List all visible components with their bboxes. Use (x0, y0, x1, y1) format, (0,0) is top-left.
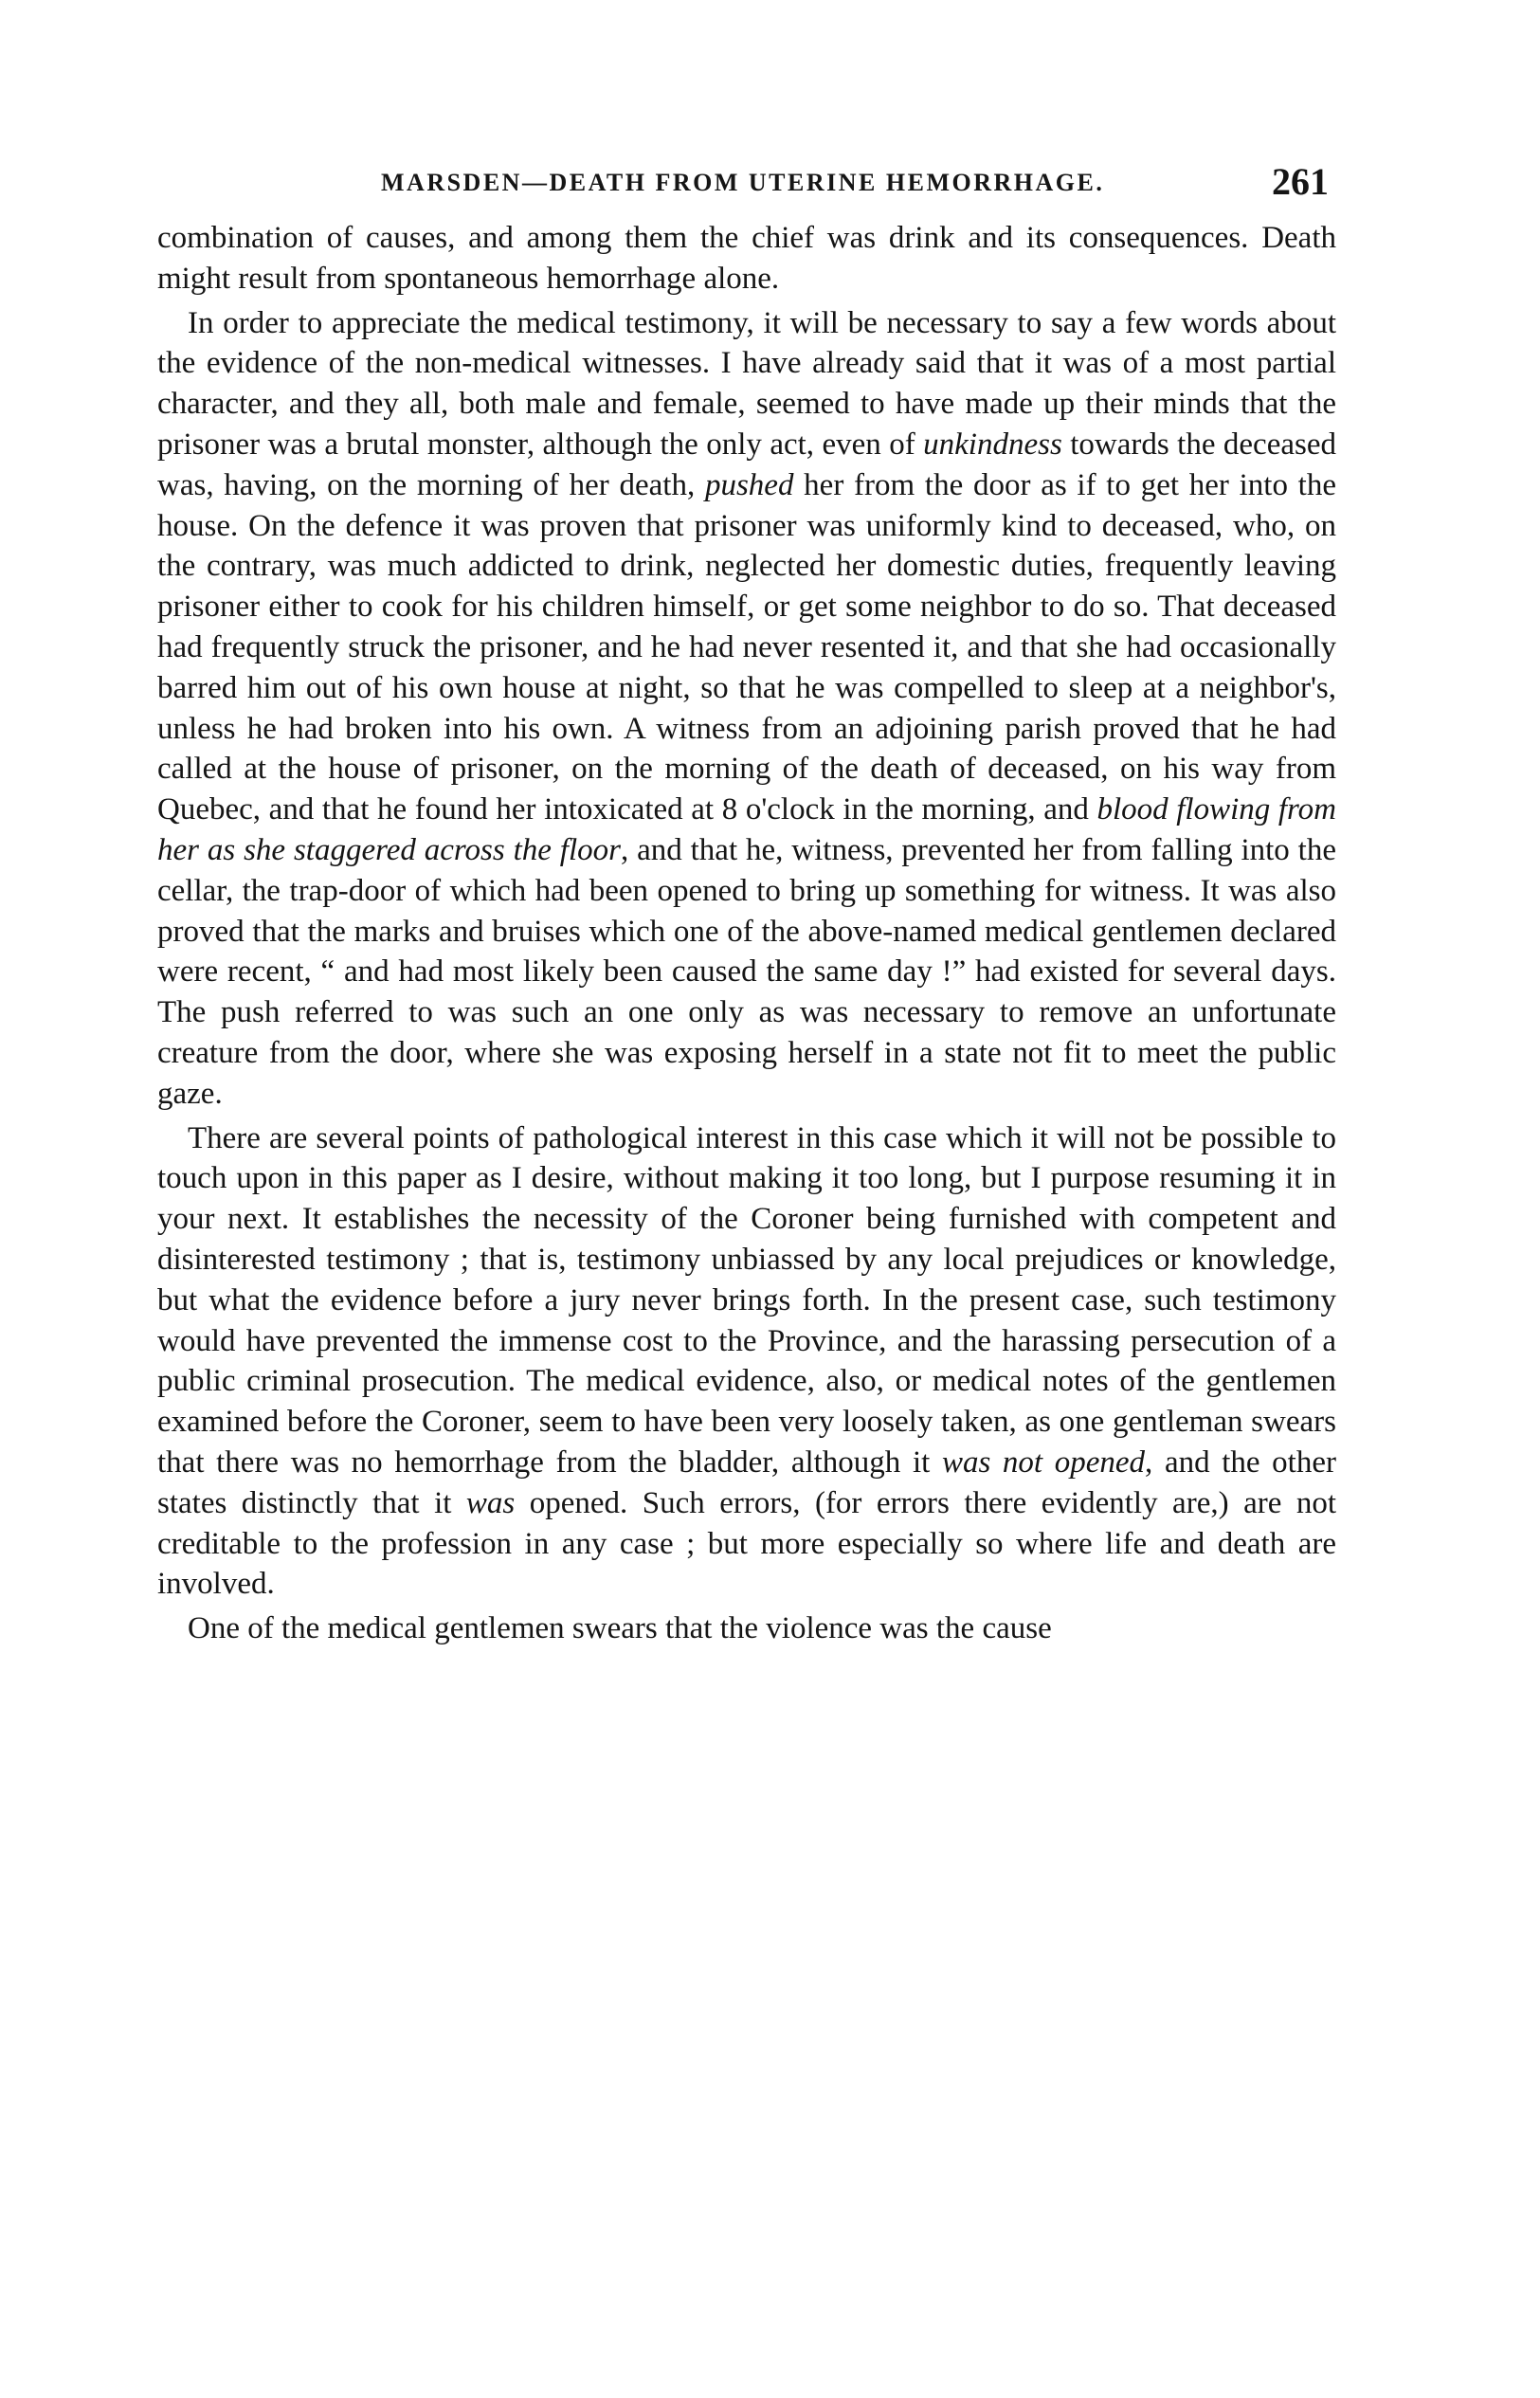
text-segment: towards the deceased was, having, on the morning of her death, (157, 427, 1336, 502)
text-segment: , and that he, witness, prevented her from falling into the cellar, the trap-door of which had been opened to bring up something for witness. It was also proved that the marks and bruises which one of the above-named medical gentlemen declared were recent, “ and had most likely been caused the same day !” had existed for several days. The push referred to was such an one only as was necessary to remove an unfortunate creature from the door, where she was exposing herself in a state not fit to meet the public gaze. (157, 832, 1336, 1111)
body-text (157, 218, 1336, 1649)
page-number: 261 (1272, 160, 1329, 203)
italic-text-segment: was not opened (941, 1444, 1146, 1480)
italic-text-segment: was (465, 1485, 516, 1520)
italic-text-segment: blood flowing from her as she staggered across the floor (157, 792, 1336, 867)
paragraph (157, 1608, 1336, 1649)
text-segment: One of the medical gentlemen swears that the violence was the cause (188, 1611, 1052, 1646)
running-title: MARSDEN—DEATH FROM UTERINE HEMORRHAGE. (381, 169, 1105, 196)
running-head (157, 159, 1336, 207)
text-segment: In order to appreciate the medical testimony, it will be necessary to say a few words about the evidence of the non-medical witnesses. I have already said that it was of a most partial character, and they all, both male and female, seemed to have made up their minds that the prisoner was a brutal monster, although the only act, even of (157, 305, 1336, 462)
paragraph (157, 1118, 1336, 1606)
paragraph (157, 303, 1336, 1115)
text-segment: opened. Such errors, (for errors there evidently are,) are not creditable to the profession in any case ; but more especially so where life and death are involved. (157, 1485, 1336, 1602)
text-segment: , and the other states distinctly that it (157, 1444, 1336, 1520)
italic-text-segment: pushed (704, 467, 794, 502)
book-page (157, 159, 1336, 1649)
text-segment: There are several points of pathological interest in this case which it will not be possible to touch upon in this paper as I desire, without making it too long, but I purpose resuming it in your next. It establishes the necessity of the Coroner being furnished with competent and disinterested testimony ; that is, testimony unbiassed by any local prejudices or knowledge, but what the evidence before a jury never brings forth. In the present case, such testimony would have prevented the immense cost to the Province, and the harassing persecution of a public criminal prosecution. The medical evidence, also, or medical notes of the gentlemen examined before the Coroner, seem to have been very loosely taken, as one gentleman swears that there was no hemorrhage from the bladder, although it (157, 1120, 1336, 1480)
italic-text-segment: unkindness (923, 427, 1062, 462)
text-segment: her from the door as if to get her into the house. On the defence it was proven that prisoner was uniformly kind to deceased, who, on the contrary, was much addicted to drink, neglected her domestic duties, frequently leaving prisoner either to cook for his children himself, or get some neighbor to do so. That deceased had frequently struck the prisoner, and he had never resented it, and that she had occasionally barred him out of his own house at night, so that he was compelled to sleep at a neighbor's, unless he had broken into his own. A witness from an adjoining parish proved that he had called at the house of prisoner, on the morning of the death of deceased, on his way from Quebec, and that he found her intoxicated at 8 o'clock in the morning, and (157, 467, 1336, 827)
text-segment: combination of causes, and among them the chief was drink and its consequences. Death might result from spontaneous hemorrhage alone. (157, 221, 1336, 296)
paragraph (157, 218, 1336, 300)
